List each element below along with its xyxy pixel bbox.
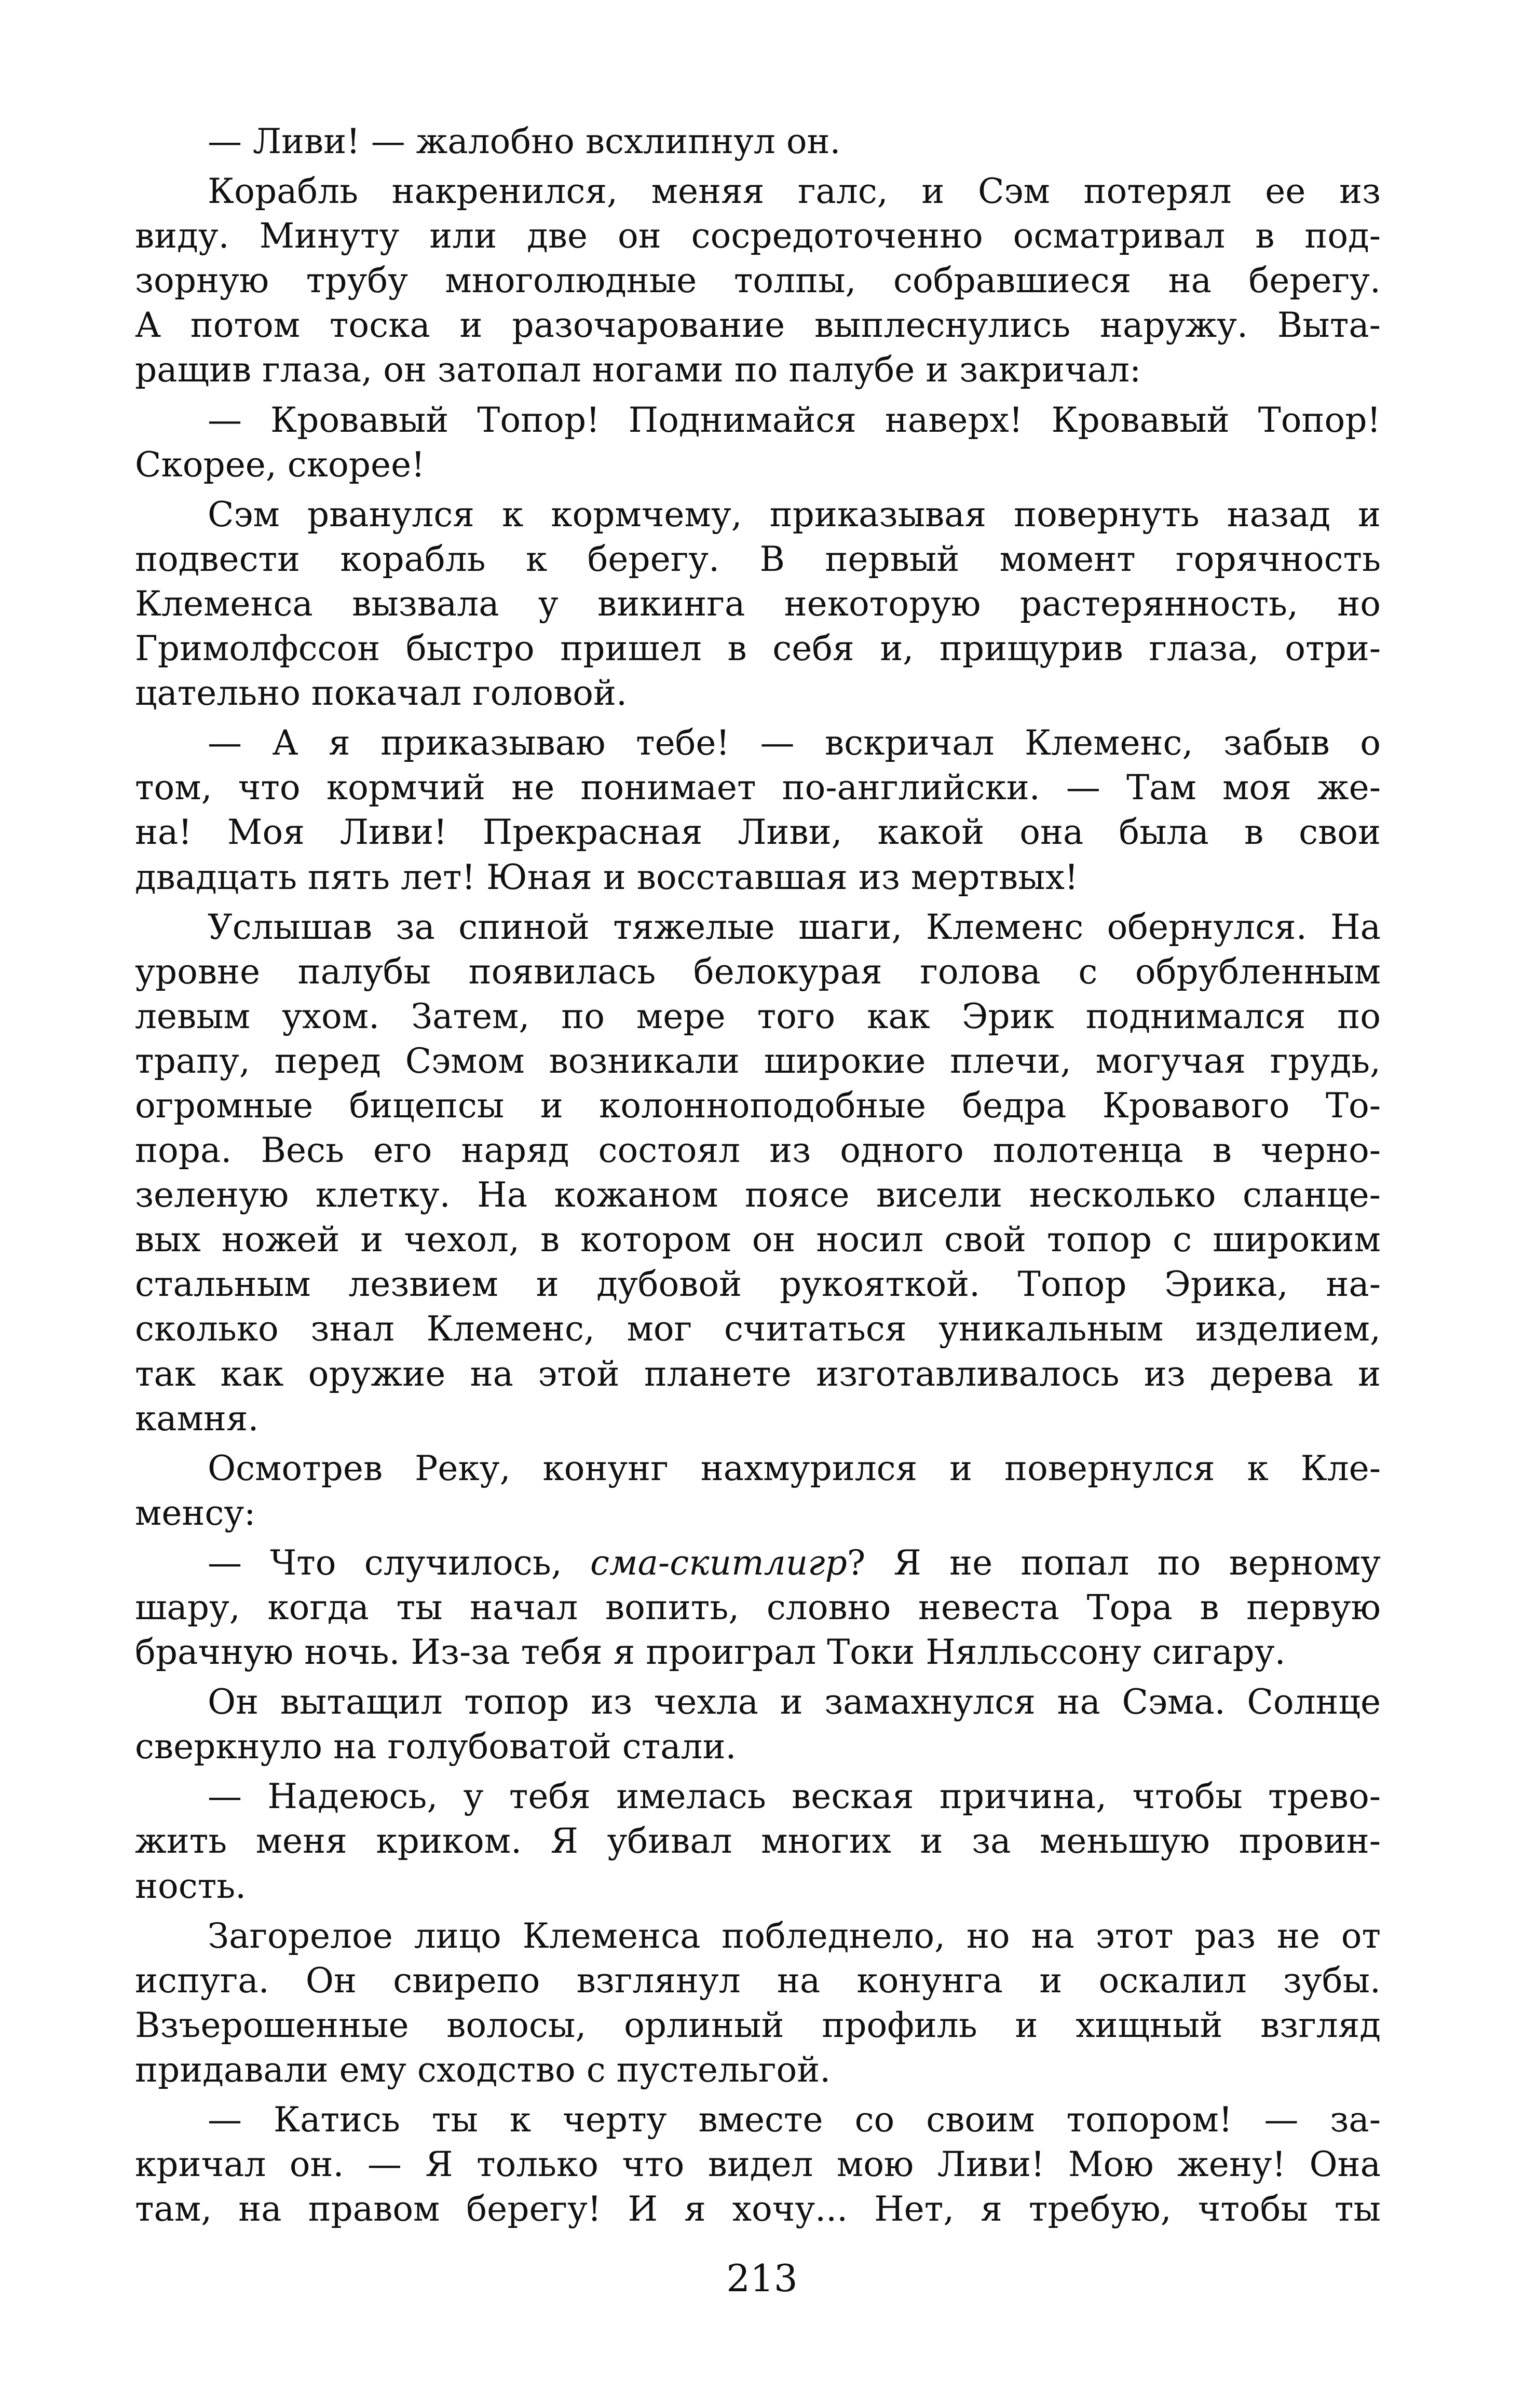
paragraph bbox=[135, 1774, 1381, 1908]
paragraph bbox=[135, 119, 1381, 164]
paragraph bbox=[135, 1541, 1381, 1675]
text-line: левым ухом. Затем, по мере того как Эрик поднимался по bbox=[135, 996, 1381, 1036]
text-line: менсу: bbox=[135, 1493, 256, 1533]
text-line: стальным лезвием и дубовой рукояткой. Топор Эрика, на- bbox=[135, 1264, 1381, 1305]
text-line: Сэм рванулся к кормчему, приказывая повернуть назад и bbox=[208, 494, 1381, 535]
text-line: Осмотрев Реку, конунг нахмурился и повернулся к Кле- bbox=[208, 1448, 1381, 1488]
text-line: А потом тоска и разочарование выплеснулись наружу. Выта- bbox=[135, 305, 1381, 346]
text-line: цательно покачал головой. bbox=[135, 673, 627, 714]
paragraph bbox=[135, 721, 1381, 899]
text-line: брачную ночь. Из-за тебя я проиграл Токи Нялльссону сигару. bbox=[135, 1632, 1286, 1673]
body-text bbox=[135, 119, 1381, 2232]
paragraph-gap bbox=[135, 716, 1381, 721]
paragraph-gap bbox=[135, 1769, 1381, 1774]
text-line: испуга. Он свирепо взглянул на конунга и оскалил зубы. bbox=[135, 1960, 1381, 2001]
paragraph-gap bbox=[135, 1675, 1381, 1680]
text-line: подвести корабль к берегу. В первый момент горячность bbox=[135, 539, 1381, 579]
text-line: Загорелое лицо Клеменса побледнело, но на этот раз не от bbox=[208, 1916, 1381, 1956]
text-line: двадцать пять лет! Юная и восставшая из мертвых! bbox=[135, 857, 1079, 897]
text-line: виду. Минуту или две он сосредоточенно осматривал в под- bbox=[135, 216, 1381, 256]
text-line: — Кровавый Топор! Поднимайся наверх! Кровавый Топор! bbox=[208, 400, 1381, 440]
paragraph bbox=[135, 905, 1381, 1441]
text-line: Скорее, скорее! bbox=[135, 444, 425, 485]
page-number: 213 bbox=[726, 2256, 798, 2300]
text-line: Он вытащил топор из чехла и замахнулся на Сэма. Солнце bbox=[208, 1682, 1381, 1722]
text-line: том, что кормчий не понимает по-английски. — Там моя же- bbox=[135, 768, 1381, 808]
paragraph-gap bbox=[135, 1536, 1381, 1541]
paragraph bbox=[135, 1680, 1381, 1769]
text-line: вых ножей и чехол, в котором он носил свой топор с широким bbox=[135, 1220, 1381, 1260]
paragraph-gap bbox=[135, 1909, 1381, 1914]
paragraph-gap bbox=[135, 2092, 1381, 2098]
text-line: Гримолфссон быстро пришел в себя и, прищурив глаза, отри- bbox=[135, 628, 1381, 669]
paragraph bbox=[135, 2098, 1381, 2232]
text-line: жить меня криком. Я убивал многих и за меньшую провин- bbox=[135, 1821, 1381, 1862]
text-line: — Что случилось, сма-скитлигр? Я не попал по верному bbox=[208, 1542, 1381, 1583]
paragraph-gap bbox=[135, 393, 1381, 398]
italic-term: сма-скитлигр bbox=[590, 1542, 847, 1583]
paragraph bbox=[135, 1446, 1381, 1536]
text-line: Корабль накренился, меняя галс, и Сэм потерял ее из bbox=[208, 171, 1381, 212]
text-line: Услышав за спиной тяжелые шаги, Клеменс обернулся. На bbox=[208, 907, 1381, 947]
text-line: — Ливи! — жалобно всхлипнул он. bbox=[208, 121, 841, 161]
text-line: сверкнуло на голубоватой стали. bbox=[135, 1727, 737, 1767]
text-line: Клеменса вызвала у викинга некоторую растерянность, но bbox=[135, 583, 1381, 624]
text-line: трапу, перед Сэмом возникали широкие плечи, могучая грудь, bbox=[135, 1041, 1381, 1081]
text-line: там, на правом берегу! И я хочу... Нет, я требую, чтобы ты bbox=[135, 2189, 1381, 2229]
text-line: ность. bbox=[135, 1866, 247, 1906]
text-line: зорную трубу многолюдные толпы, собравшиеся на берегу. bbox=[135, 261, 1381, 301]
paragraph-gap bbox=[135, 1441, 1381, 1446]
text-line: придавали ему сходство с пустельгой. bbox=[135, 2049, 831, 2090]
text-line: ращив глаза, он затопал ногами по палубе и закричал: bbox=[135, 350, 1141, 390]
text-line: зеленую клетку. На кожаном поясе висели несколько сланце- bbox=[135, 1175, 1381, 1215]
text-line: — Надеюсь, у тебя имелась веская причина, чтобы трево- bbox=[208, 1776, 1381, 1817]
paragraph-gap bbox=[135, 900, 1381, 905]
text-line: сколько знал Клеменс, мог считаться уникальным изделием, bbox=[135, 1309, 1381, 1349]
paragraph bbox=[135, 398, 1381, 487]
text-line: так как оружие на этой планете изготавливалось из дерева и bbox=[135, 1353, 1381, 1394]
text-line: Взъерошенные волосы, орлиный профиль и хищный взгляд bbox=[135, 2005, 1381, 2045]
text-line: — А я приказываю тебе! — вскричал Клеменс, забыв о bbox=[208, 723, 1381, 763]
text-line: уровне палубы появилась белокурая голова с обрубленным bbox=[135, 951, 1381, 992]
text-line: — Катись ты к черту вместе со своим топором! — за- bbox=[208, 2100, 1381, 2140]
text-line: камня. bbox=[135, 1398, 259, 1439]
paragraph bbox=[135, 169, 1381, 392]
text-line: кричал он. — Я только что видел мою Ливи! Мою жену! Она bbox=[135, 2144, 1381, 2185]
paragraph-gap bbox=[135, 487, 1381, 492]
text-line: огромные бицепсы и колонноподобные бедра Кровавого То- bbox=[135, 1085, 1381, 1126]
paragraph bbox=[135, 492, 1381, 716]
text-line: шару, когда ты начал вопить, словно невеста Тора в первую bbox=[135, 1588, 1381, 1627]
text-line: пора. Весь его наряд состоял из одного полотенца в черно- bbox=[135, 1130, 1381, 1171]
paragraph-gap bbox=[135, 164, 1381, 169]
text-line: на! Моя Ливи! Прекрасная Ливи, какой она была в свои bbox=[135, 812, 1381, 853]
paragraph bbox=[135, 1914, 1381, 2092]
